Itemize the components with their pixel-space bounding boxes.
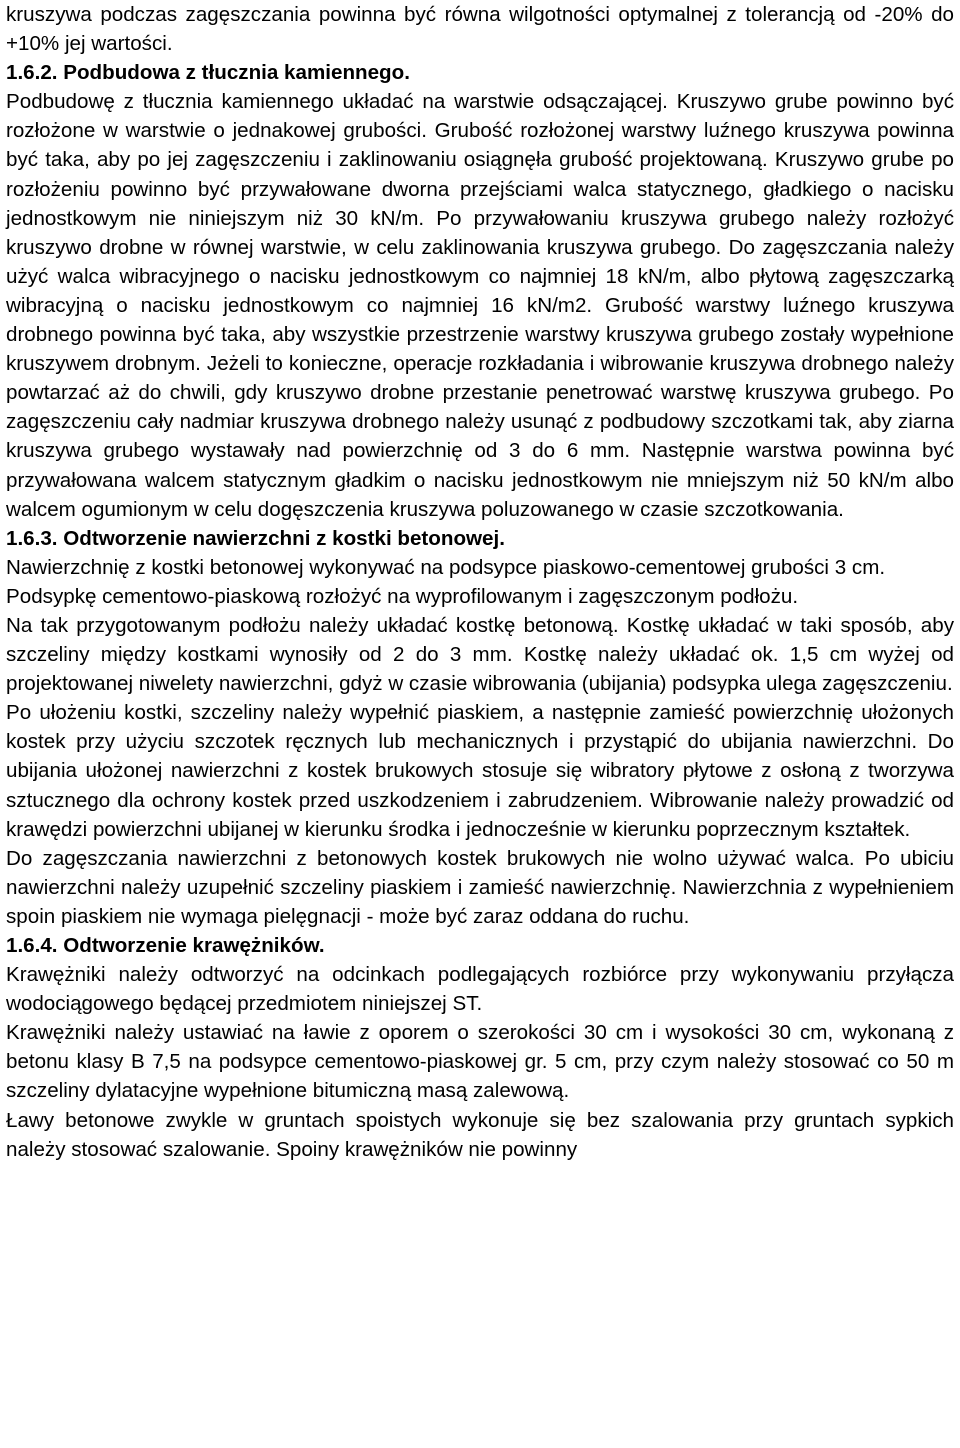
paragraph-concrete-paver-bedding: Nawierzchnię z kostki betonowej wykonywać na podsypce piaskowo-cementowej grubości 3 cm. Podsypkę cementowo-piaskową rozłożyć na wyprofilowanym i zagęszczonym podłożu. — [6, 555, 886, 608]
document-page — [6, 0, 954, 1164]
heading-1-6-3: 1.6.3. Odtworzenie nawierzchni z kostki betonowej. — [6, 526, 505, 550]
paragraph-curb-bedding: Krawężniki należy ustawiać na ławie z oporem o szerokości 30 cm i wysokości 30 cm, wykonaną z betonu klasy B 7,5 na podsypce cementowo-piaskowej gr. 5 cm, przy czym należy stosować co 50 m szczeliny dylatacyjne wypełnione bitumiczną masą zalewową. — [6, 1021, 954, 1103]
paragraph-compaction-moisture: kruszywa podczas zagęszczania powinna być równa wilgotności optymalnej z tolerancją od -20% do +10% jej wartości. — [6, 3, 954, 56]
paragraph-paver-laying: Na tak przygotowanym podłożu należy układać kostkę betonową. Kostkę układać w taki sposób, aby szczeliny między kostkami wynosiły od 2 do 3 mm. Kostkę należy układać ok. 1,5 cm wyżej od projektowanej niwelety nawierzchni, gdyż w czasie wibrowania (ubijania) podsypka ulega zagęszczeniu. — [6, 613, 954, 696]
heading-1-6-4: 1.6.4. Odtworzenie krawężników. — [6, 934, 325, 957]
paragraph-concrete-footing: Ławy betonowe zwykle w gruntach spoistych wykonuje się bez szalowania przy gruntach sypkich należy stosować szalowanie. Spoiny krawężników nie powinny — [6, 1108, 954, 1161]
paragraph-paver-joint-filling: Po ułożeniu kostki, szczeliny należy wypełnić piaskiem, a następnie zamieść powierzchnię ułożonych kostek przy użyciu szczotek ręcznych lub mechanicznych i przystąpić do ubijania nawierzchni. Do ubijania ułożonej nawierzchni z kostek brukowych stosuje się wibratory płytowe z osłoną z tworzywa sztucznego dla ochrony kostek przed uszkodzeniem i zabrudzeniem. Wibrowanie należy prowadzić od krawędzi powierzchni ubijanej w kierunku środka i jednocześnie w kierunku poprzecznym kształtek. — [6, 701, 954, 841]
heading-1-6-2: 1.6.2. Podbudowa z tłucznia kamiennego. — [6, 61, 410, 85]
paragraph-paver-compaction: Do zagęszczania nawierzchni z betonowych kostek brukowych nie wolno używać walca. Po ubiciu nawierzchni należy uzupełnić szczeliny piaskiem i zamieść nawierzchnię. Nawierzchnia z wypełnieniem spoin piaskiem nie wymaga pielęgnacji - może być zaraz oddana do ruchu. — [6, 846, 954, 928]
paragraph-curb-restoration: Krawężniki należy odtworzyć na odcinkach podlegających rozbiórce przy wykonywaniu przyłącza wodociągowego będącej przedmiotem niniejszej ST. — [6, 963, 954, 1016]
paragraph-crushed-stone-base: Podbudowę z tłucznia kamiennego układać na warstwie odsączającej. Kruszywo grube powinno być rozłożone w warstwie o jednakowej grubości. Grubość rozłożonej warstwy luźnego kruszywa powinna być taka, aby po jej zagęszczeniu i zaklinowaniu osiągnęła grubość projektowaną. Kruszywo grube po rozłożeniu powinno być przywałowane dworna przejściami walca statycznego, gładkiego o nacisku jednostkowym nie niniejszym niż 30 kN/m. Po przywałowaniu kruszywa grubego należy rozłożyć kruszywo drobne w równej warstwie, w celu zaklinowania kruszywa grubego. Do zagęszczania należy użyć walca wibracyjnego o nacisku jednostkowym co najmniej 18 kN/m, albo płytową zagęszczarką wibracyjną o nacisku jednostkowym co najmniej 16 kN/m2. Grubość warstwy luźnego kruszywa drobnego powinna być taka, aby wszystkie przestrzenie warstwy kruszywa grubego zostały wypełnione kruszywem drobnym. Jeżeli to konieczne, operacje rozkładania i wibrowanie kruszywa drobnego należy powtarzać aż do chwili, gdy kruszywo drobne przestanie penetrować warstwę kruszywa grubego. Po zagęszczeniu cały nadmiar kruszywa drobnego należy usunąć z podbudowy szczotkami tak, aby ziarna kruszywa grubego wystawały nad powierzchnię od 3 do 6 mm. Następnie warstwa powinna być przywałowana walcem statycznym gładkim o nacisku jednostkowym nie mniejszym niż 50 kN/m albo walcem ogumionym w celu dogęszczenia kruszywa poluzowanego w czasie szczotkowania. — [6, 90, 954, 521]
